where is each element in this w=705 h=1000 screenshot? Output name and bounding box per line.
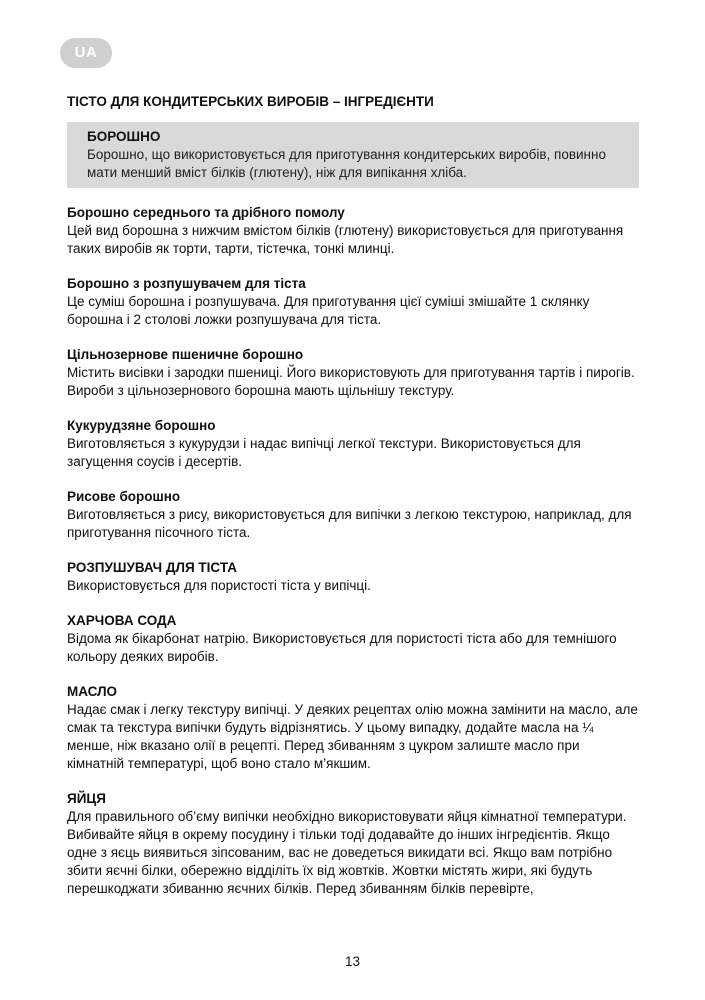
note-text: Борошно, що використовується для приготування кондитерських виробів, повинно мати менший вміст білків (глютену), ніж для випікання хліба. [87,147,606,180]
section-text: Для правильного об’єму випічки необхідно використовувати яйця кімнатної температури. Вибивайте яйця в окрему посудину і тільки тоді додавайте до інших інгредієнтів. Якщо одне з яєць виявиться зіпсованим, вас не доведеться викидати всі. Якщо вам потрібно збити яєчні білки, обережно відділіть їх від жовтків. Жовтки містять жири, які будуть перешкоджати збиванню яєчних білків. Перед збиванням білків перевірте, [67,809,627,896]
section-text: Містить висівки і зародки пшениці. Його використовують для приготування тартів і пирогів. Вироби з цільнозернового борошна мають щільнішу текстуру. [67,365,635,398]
section-title: Борошно з розпушувачем для тіста [67,276,306,291]
section-medium-fine-flour [67,204,639,258]
section-title: Рисове борошно [67,489,181,504]
language-badge: UA [60,38,112,68]
section-corn-flour [67,417,639,471]
section-text: Надає смак і легку текстуру випічці. У деяких рецептах олію можна замінити на масло, але смак та текстура випічки будуть відрізнятись. У цьому випадку, додайте масла на ¼ менше, ніж вказано олії в рецепті. Перед збиванням з цукром залиште масло при кімнатній температурі, щоб воно стало м’якшим. [67,702,638,771]
section-title: МАСЛО [67,684,118,699]
page-number: 13 [344,954,361,969]
section-title: ЯЙЦЯ [67,791,106,806]
section-eggs [67,790,639,898]
note-title: БОРОШНО [87,129,161,144]
section-title: Цільнозернове пшеничне борошно [67,347,304,362]
section-text: Використовується для пористості тіста у випічці. [67,578,371,593]
content [67,122,639,898]
section-text: Цей вид борошна з нижчим вмістом білків (глютену) використовується для приготування таких виробів як торти, тарти, тістечка, тонкі млинці. [67,223,624,256]
section-text: Виготовляється з кукурудзи і надає випічці легкої текстури. Використовується для загущення соусів і десертів. [67,436,581,469]
section-title: РОЗПУШУВАЧ ДЛЯ ТІСТА [67,560,237,575]
section-text: Відома як бікарбонат натрію. Використовується для пористості тіста або для темнішого кольору деяких виробів. [67,631,617,664]
section-text: Це суміш борошна і розпушувача. Для приготування цієї суміші змішайте 1 склянку борошна і 2 столові ложки розпушувача для тіста. [67,294,590,327]
section-baking-soda [67,612,639,666]
section-text: Виготовляється з рису, використовується для випічки з легкою текстурою, наприклад, для приготування пісочного тіста. [67,507,632,540]
section-rice-flour [67,488,639,542]
section-title: Борошно середнього та дрібного помолу [67,205,345,220]
section-title: ХАРЧОВА СОДА [67,613,177,628]
section-title: Кукурудзяне борошно [67,418,216,433]
section-wholemeal-flour [67,346,639,400]
page-title: ТІСТО ДЛЯ КОНДИТЕРСЬКИХ ВИРОБІВ – ІНГРЕДІЄНТИ [67,94,434,109]
section-self-raising-flour [67,275,639,329]
section-butter [67,683,639,773]
section-baking-powder [67,559,639,595]
flour-note-box [67,122,639,188]
